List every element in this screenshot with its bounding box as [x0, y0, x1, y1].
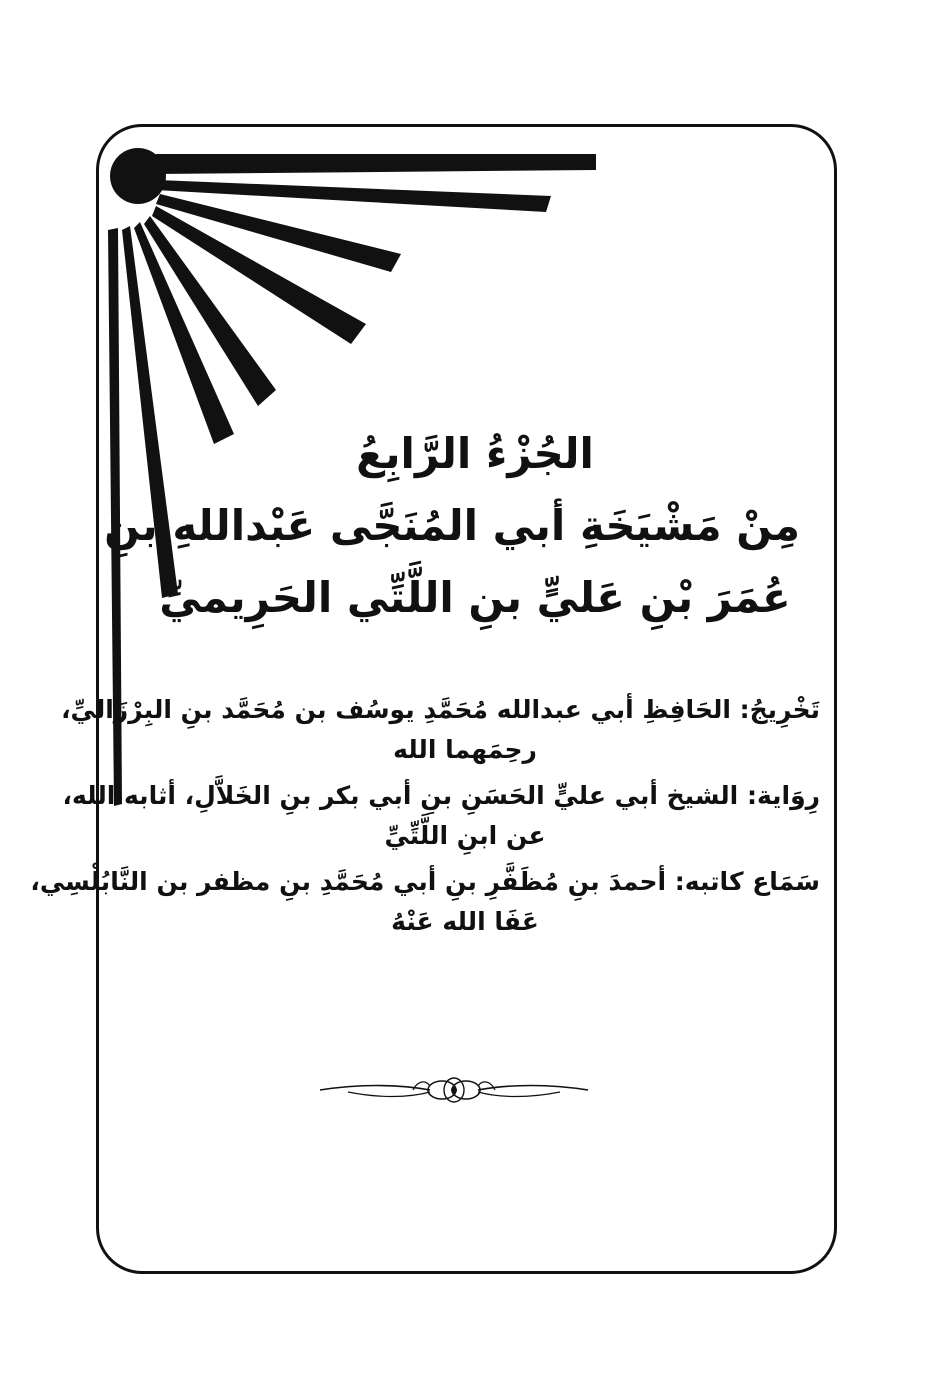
credit-audition [30, 862, 820, 942]
credit-line: رحِمَهما الله [393, 735, 537, 764]
title-line-3: عُمَرَ بْنِ عَليٍّ بنِ اللَّتِّي الحَرِيميِّ [159, 573, 791, 622]
sun-ray [156, 154, 596, 174]
credit-narration [62, 776, 820, 856]
sun-ray [156, 180, 551, 212]
credit-line: سَمَاع كاتبه: أحمدَ بنِ مُظَفَّرِ بنِ أبي مُحَمَّدِ بنِ مظفر بن النَّابُلْسِي، [30, 867, 820, 896]
credit-line: عن ابنِ اللَّتِّيِّ [384, 821, 546, 850]
title-line-1: الجُزْءُ الرَّابِعُ [356, 429, 594, 478]
book-title [104, 418, 800, 634]
credit-line: تَخْرِيجُ: الحَافِظِ أبي عبدالله مُحَمَّدِ يوسُف بن مُحَمَّد بنِ البِرْزَاليِّ، [61, 695, 820, 724]
credits-section [30, 690, 820, 948]
title-line-2: مِنْ مَشْيَخَةِ أبي المُنَجَّى عَبْداللهِ بنِ [104, 501, 800, 550]
credit-line: عَفَا الله عَنْهُ [391, 907, 539, 936]
credit-line: رِوَاية: الشيخ أبي عليٍّ الحَسَنِ بنِ أبي بكر بنِ الخَلاَّلِ، أثابه الله، [62, 781, 820, 810]
decorative-divider [318, 1070, 590, 1110]
credit-compilation [61, 690, 820, 770]
